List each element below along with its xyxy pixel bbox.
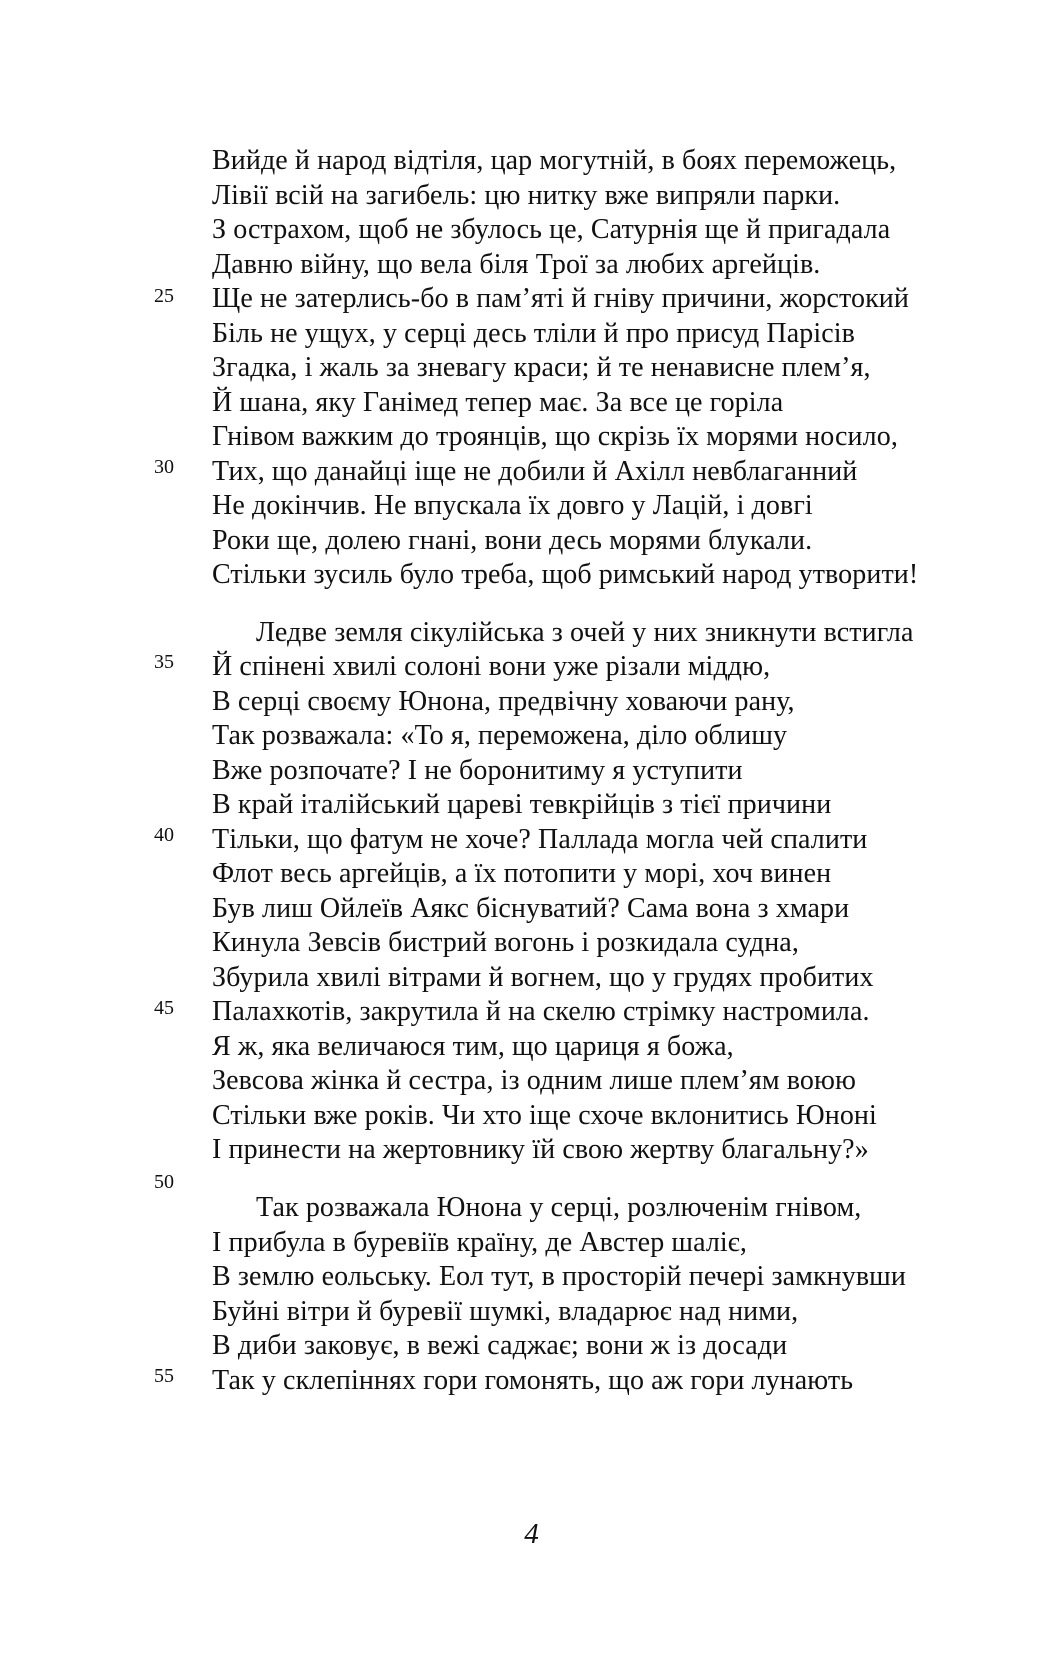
- verse-line: Так у склепіннях гори гомонять, що аж гори лунають: [212, 1365, 854, 1396]
- verse-line: Й шана, яку Ганімед тепер має. За все це горіла: [212, 387, 784, 418]
- verse-line: Ледве земля сікулійська з очей у них зникнути встигла: [256, 617, 914, 648]
- verse-line: Тих, що данайці іще не добили й Ахілл невблаганний: [212, 456, 858, 487]
- verse-line: Так розважала: «То я, переможена, діло облишу: [212, 720, 788, 751]
- verse-line: Збурила хвилі вітрами й вогнем, що у грудях пробитих: [212, 962, 874, 993]
- verse-line: Буйні вітри й буревії шумкі, владарює над ними,: [212, 1296, 799, 1327]
- verse-line: Давню війну, що вела біля Трої за любих аргейців.: [212, 249, 821, 280]
- verse-line: Лівії всій на загибель: цю нитку вже випряли парки.: [212, 180, 841, 211]
- verse-line: В серці своєму Юнона, предвічну ховаючи рану,: [212, 686, 795, 717]
- verse-line: Був лиш Ойлеїв Аякс біснуватий? Сама вона з хмари: [212, 893, 850, 924]
- verse-line: Згадка, і жаль за зневагу краси; й те ненависне плем’я,: [212, 352, 871, 383]
- verse-line: Роки ще, долею гнані, вони десь морями блукали.: [212, 525, 813, 556]
- verse-line: В диби заковує, в вежі саджає; вони ж із досади: [212, 1330, 788, 1361]
- verse-line: Стільки вже років. Чи хто іще схоче вклонитись Юноні: [212, 1100, 877, 1131]
- verse-line: Так розважала Юнона у серці, розлюченім гнівом,: [256, 1192, 862, 1223]
- verse-line: Флот весь аргейців, а їх потопити у морі, хоч винен: [212, 858, 832, 889]
- verse-line: І прибула в буревіїв країну, де Австер шаліє,: [212, 1227, 748, 1258]
- verse-line: Стільки зусиль було треба, щоб римський народ утворити!: [212, 559, 919, 590]
- verse-line: Зевсова жінка й сестра, із одним лише плем’ям воюю: [212, 1065, 857, 1096]
- verse-line: З острахом, щоб не збулось це, Сатурнія ще й пригадала: [212, 214, 891, 245]
- verse-line: Не докінчив. Не впускала їх довго у Лацій, і довгі: [212, 490, 813, 521]
- verse-line: В край італійський цареві тевкрійців з тієї причини: [212, 789, 832, 820]
- verse-line: Вже розпочате? І не боронитиму я уступити: [212, 755, 743, 786]
- line-number: 45: [154, 997, 174, 1019]
- verse-line: Я ж, яка величаюся тим, що цариця я божа,: [212, 1031, 734, 1062]
- verse-line: В землю еольську. Еол тут, в просторій печері замкнувши: [212, 1261, 906, 1292]
- verse-line: Вийде й народ відтіля, цар могутній, в боях переможець,: [212, 145, 897, 176]
- verse-line: Кинула Зевсів бистрий вогонь і розкидала судна,: [212, 927, 799, 958]
- line-number: 30: [154, 456, 174, 478]
- line-number: 50: [154, 1171, 174, 1193]
- verse-line: Тільки, що фатум не хоче? Паллада могла чей спалити: [212, 824, 868, 855]
- verse-line: Палахкотів, закрутила й на скелю стрімку настромила.: [212, 996, 870, 1027]
- verse-line: І принести на жертовнику їй свою жертву благальну?»: [212, 1134, 869, 1165]
- line-number: 25: [154, 285, 174, 307]
- verse-line: Гнівом важким до троянців, що скрізь їх морями носило,: [212, 421, 898, 452]
- line-number: 35: [154, 651, 174, 673]
- verse-line: Й спінені хвилі солоні вони уже різали міддю,: [212, 651, 771, 682]
- line-number: 40: [154, 824, 174, 846]
- verse-line: Біль не ущух, у серці десь тліли й про присуд Парісів: [212, 318, 855, 349]
- verse-line: Ще не затерлись-бо в пам’яті й гніву причини, жорстокий: [212, 283, 909, 314]
- page-number: 4: [524, 1518, 539, 1550]
- line-number: 55: [154, 1365, 174, 1387]
